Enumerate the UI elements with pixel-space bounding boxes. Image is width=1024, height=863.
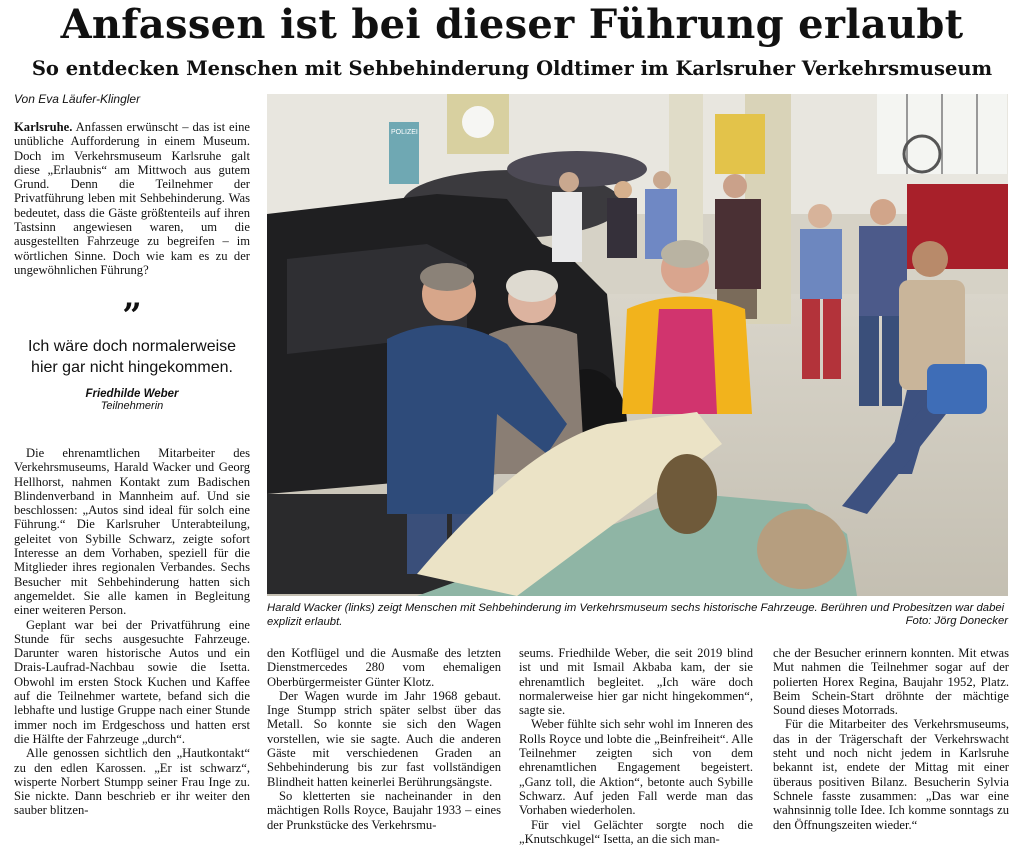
- body-paragraph: Der Wagen wurde im Jahr 1968 gebaut. Inge Stumpp strich später selbst über das Metall. So konnte sie sich den Wagen vorstellen, wie sie sagte. Auch die anderen Gäste mit verschiedenen Graden an Sehbehinderung bis zur fast vollständigen Blindheit hatten keinerlei Berührungsängste.: [267, 688, 501, 789]
- body-paragraph: Für die Mitarbeiter des Verkehrsmuseums, das in der Trägerschaft der Verkehrswacht steht und noch nicht jedem in Karlsruhe bekannt ist, endete der Mittag mit einer überaus positiven Bilanz. Besucherin Sylvia Schnele fasste zusammen: „Das war eine wahnsinnig tolle Idee. Ich komme sonntags zu den Öffnungszeiten wieder.“: [773, 717, 1009, 832]
- body-paragraph: seums. Friedhilde Weber, die seit 2019 blind ist und mit Ismail Akbaba kam, der sie ehrenamtlich begleitet. „Ich wäre doch normalerweise hier gar nicht hingekommen“, sagte sie.: [519, 646, 753, 718]
- woman-blue-top: [800, 229, 842, 299]
- body-paragraph: Die ehrenamtlichen Mitarbeiter des Verkehrsmuseums, Harald Wacker und Georg Hellhorst, nahmen Kontakt zum Badischen Blindenverband in Mannheim auf. Und sie beschlossen: „Autos sind ideal für solch eine Führung.“ Die Karlsruher Unterabteilung, geleitet von Sybille Schwarz, zeigte sofort Interesse an dem Vorhaben, speziell für die Mitglieder ihres regionalen Verbandes. Sechs Besucher mit Sehbehinderung hatten sich angemeldet. Sie alle kamen in Begleitung einer weiteren Person.: [14, 446, 250, 618]
- spoked-wheel: [657, 454, 717, 534]
- magenta-shirt: [652, 309, 717, 414]
- subheadline: So entdecken Menschen mit Sehbehinderung Oldtimer im Karlsruher Verkehrsmuseum: [31, 57, 993, 80]
- quote-mark-icon: ”: [122, 296, 142, 336]
- pull-quote: [14, 296, 250, 412]
- photo-credit: Foto: Jörg Donecker: [905, 615, 1008, 627]
- blue-bag: [927, 364, 987, 414]
- quote-author-role: Teilnehmerin: [100, 400, 164, 412]
- byline: Von Eva Läufer-Klingler: [14, 92, 141, 106]
- person-background: [715, 199, 761, 289]
- article-photo: [267, 94, 1008, 596]
- police-sign-text: POLIZEI: [391, 129, 418, 136]
- photo-caption: Harald Wacker (links) zeigt Menschen mit Sehbehinderung im Verkehrsmuseum sechs historische Fahrzeuge. Berühren und Probesitzen war dabei explizit erlaubt.: [267, 602, 1005, 628]
- body-paragraph: Für viel Gelächter sorgte noch die „Knutschkugel“ Isetta, an die sich man-: [519, 817, 753, 846]
- yellow-cabinet: [715, 114, 765, 174]
- body-paragraph: che der Besucher erinnern konnten. Mit etwas Mut nahmen die Teilnehmer sogar auf der polierten Horex Regina, Baujahr 1952, Platz. Beim Schein-Start dröhnte der mächtige Sound dieses Motorrads.: [773, 646, 1009, 718]
- quote-author: Friedhilde Weber: [85, 388, 179, 400]
- body-paragraph: Geplant war bei der Privatführung eine Stunde für sechs ausgesuchte Fahrzeuge. Darunter waren historische Autos und ein Drais-Laufrad-Nachbau sowie die Isetta. Obwohl im ersten Stock Kuchen und Kaffee auf die Teilnehmer wartete, befand sich die lebhafte und lustige Gruppe nach einer Stunde immer noch im Erdgeschoss und hatten erst die Hälfte der Fahrzeuge „durch“.: [14, 617, 250, 746]
- body-column-1: [14, 446, 250, 818]
- body-paragraph: Alle genossen sichtlich den „Hautkontakt“ zu den edlen Karossen. „Er ist schwarz“, wisperte Norbert Stumpp seiner Frau Inge zu. Sie nickte. Dann beschrieb er ihr weiter den sauber blitzen-: [14, 746, 250, 818]
- intro-text: Anfassen erwünscht – das ist eine unübliche Aufforderung in einem Museum. Doch im Verkehrsmuseum Karlsruhe galt diese „Erlaubnis“ am Mittwoch aus gutem Grund. Denn die Teilnehmer der Privatführung leben mit Sehbehinderung. Was bedeutet, dass die Gäste größtenteils auf ihren Tastsinn angewiesen waren, um die ausgestellten Fahrzeuge zu begreifen – im wörtlichen Sinne. Doch wie kam es zu der ungewöhnlichen Führung?: [14, 120, 250, 277]
- dateline: Karlsruhe.: [14, 120, 73, 134]
- intro-paragraph: [14, 120, 250, 277]
- quote-text: Ich wäre doch normalerweise hier gar nicht hingekommen.: [27, 338, 237, 376]
- body-column-2: [267, 646, 501, 832]
- person-background: [552, 192, 582, 262]
- car-headlamp: [757, 509, 847, 589]
- body-column-4: [773, 646, 1009, 832]
- intro-column: [14, 120, 250, 277]
- museum-photo-illustration: [267, 94, 1008, 596]
- body-paragraph: den Kotflügel und die Ausmaße des letzten Dienstmercedes 280 vom ehemaligen Oberbürgermeister Günter Klotz.: [267, 646, 501, 689]
- body-paragraph: Weber fühlte sich sehr wohl im Inneren des Rolls Royce und lobte die „Beinfreiheit“. Alle Teilnehmer zeigten sich von dem ehrenamtlichen Engagement begeistert. „Ganz toll, die Aktion“, betonte auch Sybille Schwarz. Auf jeden Fall werde man das Vorhaben wiederholen.: [519, 717, 753, 818]
- red-pants: [823, 299, 841, 379]
- body-column-3: [519, 646, 753, 846]
- body-paragraph: So kletterten sie nacheinander in den mächtigen Rolls Royce, Baujahr 1933 – eines der Prunkstücke des Verkehrsmu-: [267, 788, 501, 832]
- headline: Anfassen ist bei dieser Führung erlaubt: [60, 1, 964, 48]
- person-background: [607, 198, 637, 258]
